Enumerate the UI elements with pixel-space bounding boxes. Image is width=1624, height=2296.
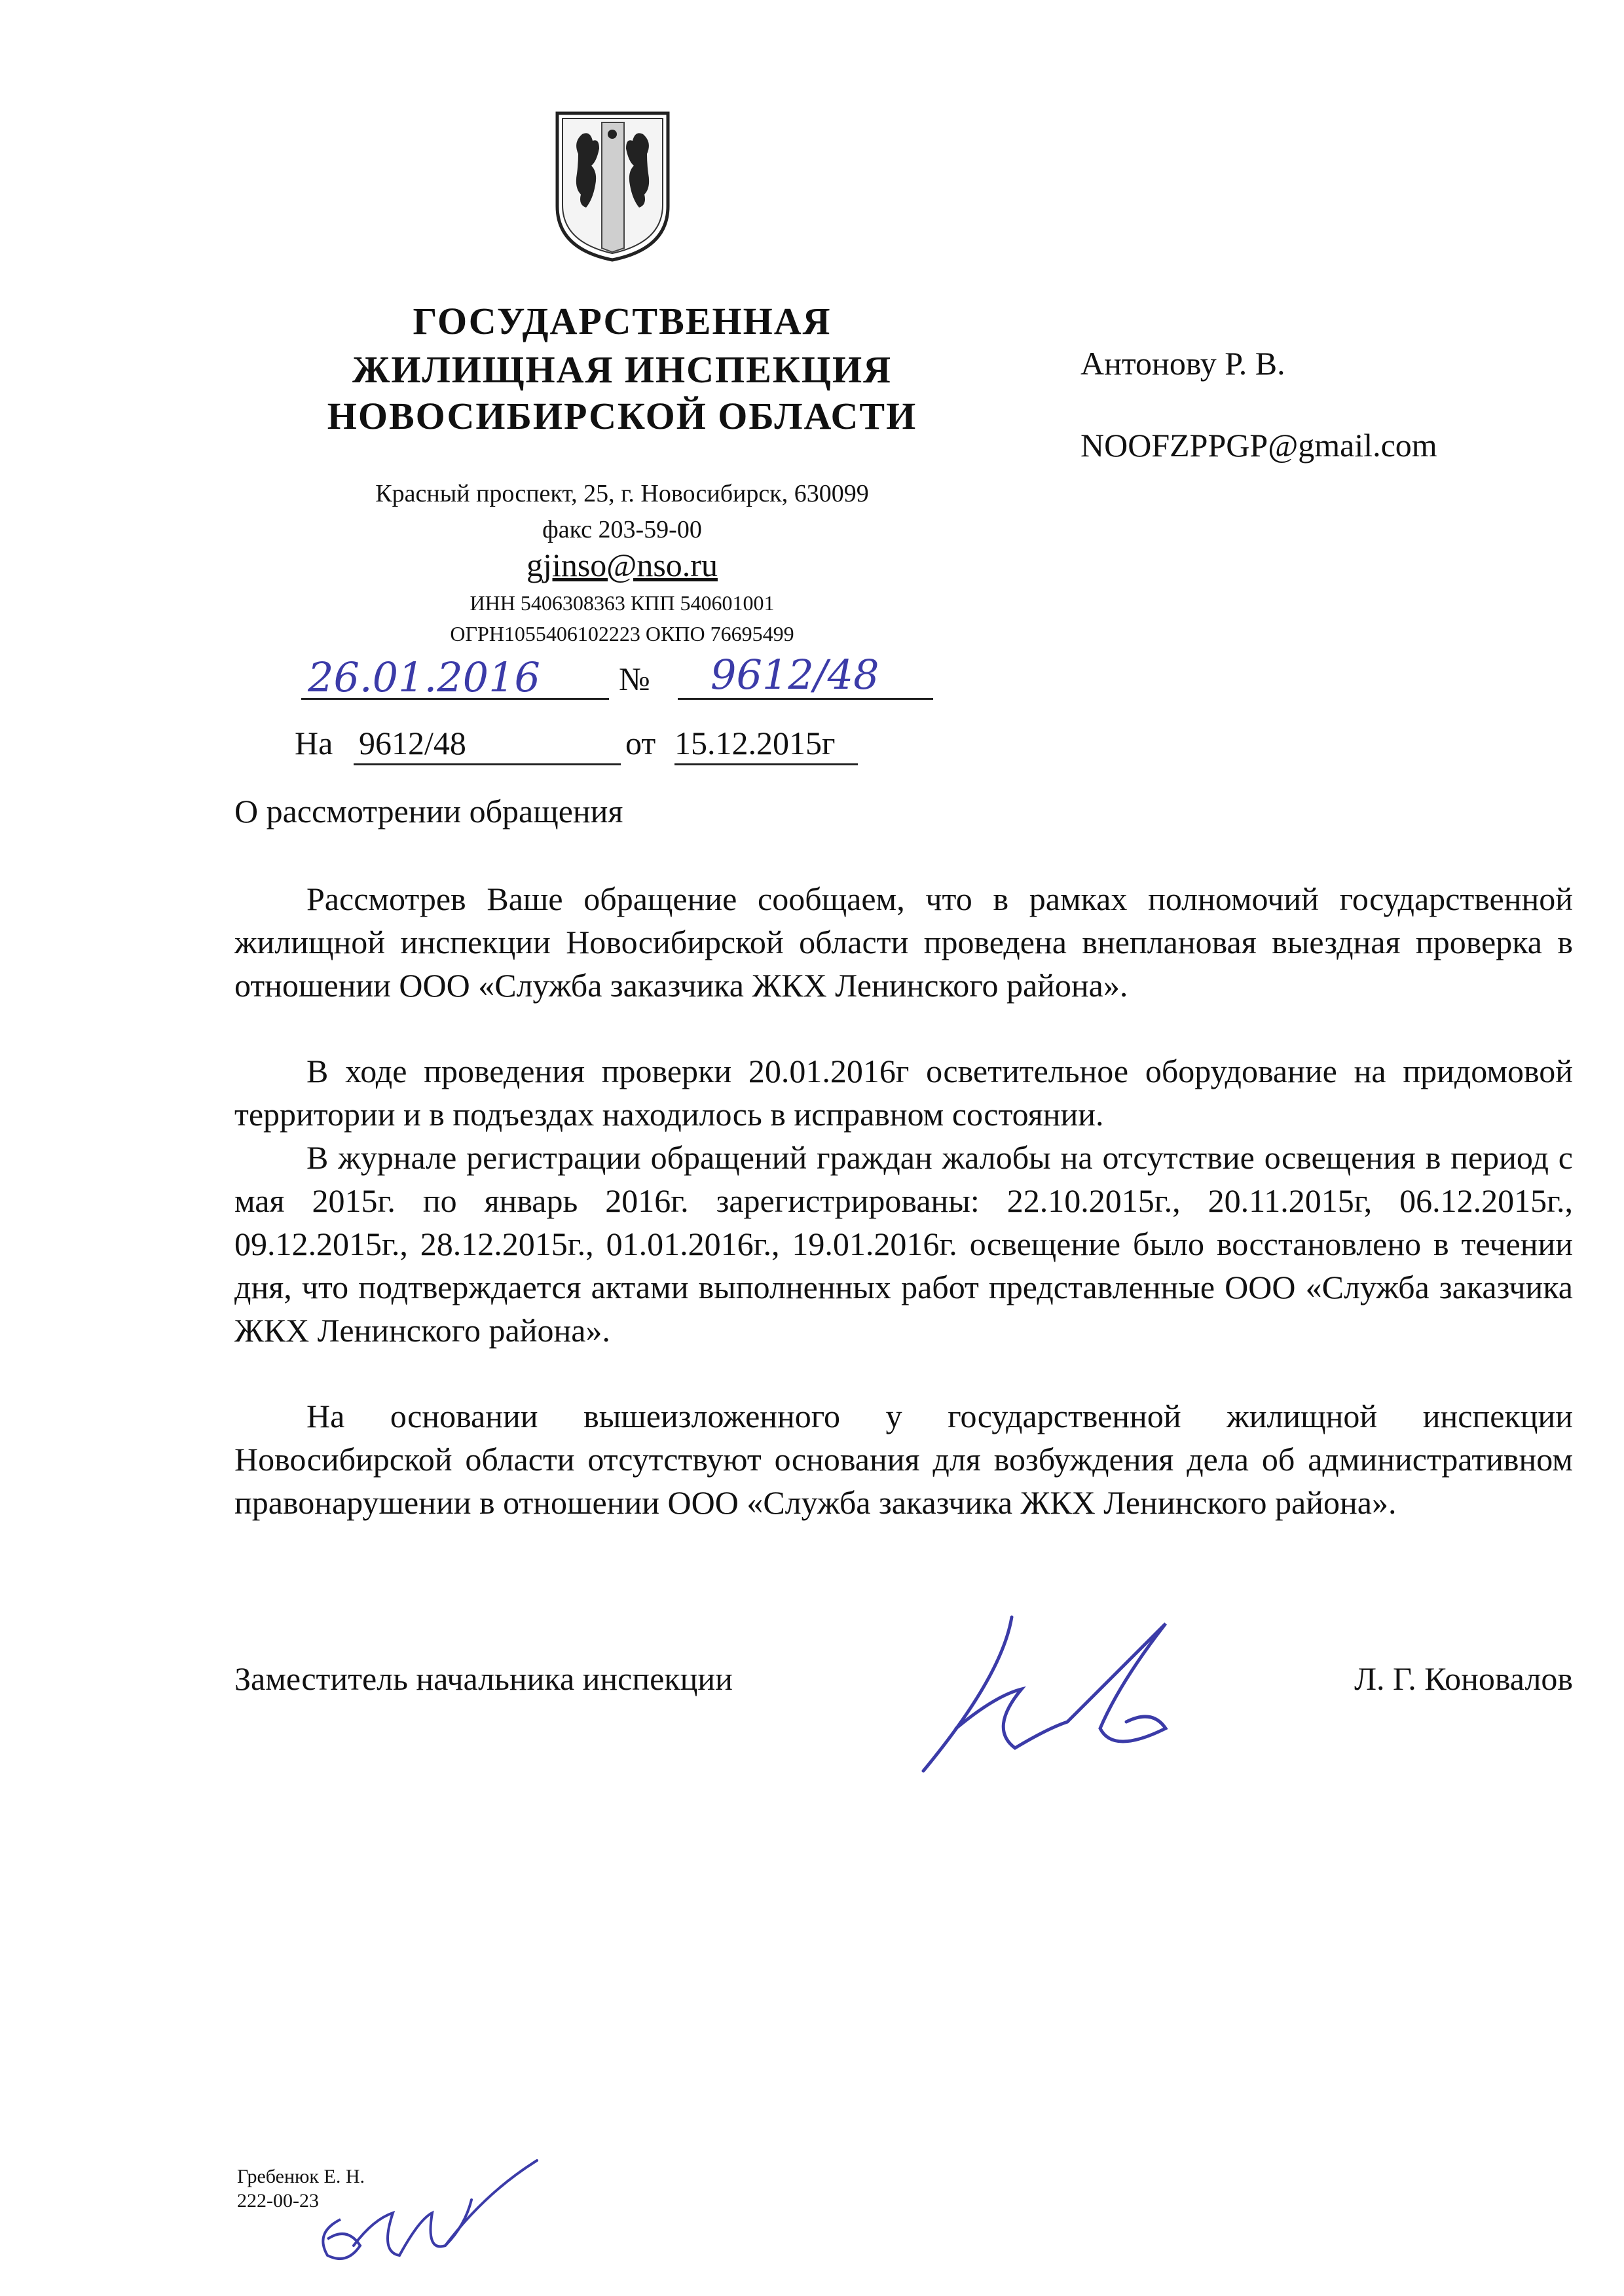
- reply-label: На: [295, 725, 333, 761]
- recipient-email: NOOFZPPGP@gmail.com: [1080, 427, 1437, 464]
- from-label: от: [625, 725, 656, 761]
- letter-subject: О рассмотрении обращения: [234, 793, 623, 829]
- from-date: 15.12.2015г: [674, 725, 836, 761]
- outgoing-number-field: [678, 651, 933, 700]
- executor-phone: 222-00-23: [237, 2190, 319, 2212]
- org-address: Красный проспект, 25, г. Новосибирск, 630099: [375, 480, 869, 507]
- number-label: №: [619, 661, 650, 697]
- org-name-line-3: НОВОСИБИРСКОЙ ОБЛАСТИ: [327, 395, 917, 437]
- body-paragraph-3: В журнале регистрации обращений граждан жалобы на отсутствие освещения в период с мая 2015г. по январь 2016г. зарегистрированы: 22.10.2015г., 20.11.2015г, 06.12.2015г., 09.12.2015г., 28.12.2015г., 01.01.2016г., 19.01.2016г. освещение было восстановлено в течении дня, что подтверждается актами выполненных работ представленные ООО «Служба заказчика ЖКХ Ленинского района».: [234, 1139, 1573, 1349]
- org-name-line-2: ЖИЛИЩНАЯ ИНСПЕКЦИЯ: [352, 348, 892, 391]
- body-paragraph-2: В ходе проведения проверки 20.01.2016г осветительное оборудование на придомовой территории и в подъездах находилось в исправном состоянии.: [234, 1053, 1573, 1133]
- org-fax: факс 203-59-00: [542, 516, 702, 543]
- body-paragraph-4: На основании вышеизложенного у государственной жилищной инспекции Новосибирской области отсутствуют основания для возбуждения дела об административном правонарушении в отношении ООО «Служба заказчика ЖКХ Ленинского района».: [234, 1398, 1573, 1521]
- outgoing-date-handwritten: 26.01.2016: [308, 653, 540, 701]
- from-date-field: [674, 725, 858, 765]
- executor-initials-signature: [301, 2141, 563, 2291]
- org-ogrn-okpo: ОГРН1055406102223 ОКПО 76695499: [450, 622, 794, 646]
- coat-of-arms-emblem: [552, 108, 673, 265]
- handwritten-signature: [904, 1597, 1270, 1794]
- org-email-link[interactable]: gjinso@nso.ru: [526, 547, 718, 583]
- org-inn-kpp: ИНН 5406308363 КПП 540601001: [470, 591, 775, 615]
- reply-number-field: [354, 725, 621, 765]
- signatory-name: Л. Г. Коновалов: [1354, 1660, 1573, 1697]
- org-email-row: [308, 549, 936, 581]
- body-paragraph-1: Рассмотрев Ваше обращение сообщаем, что в рамках полномочий государственной жилищной инспекции Новосибирской области проведена внеплановая выездная проверка в отношении ООО «Служба заказчика ЖКХ Ленинского района».: [234, 881, 1573, 1004]
- executor-name: Гребенюк Е. Н.: [237, 2166, 365, 2187]
- signatory-title: Заместитель начальника инспекции: [234, 1660, 733, 1697]
- reply-number: 9612/48: [359, 725, 466, 761]
- recipient-name: Антонову Р. В.: [1080, 345, 1285, 382]
- outgoing-number-handwritten: 9612/48: [710, 651, 879, 699]
- outgoing-date-field: [301, 653, 609, 701]
- org-name-line-1: ГОСУДАРСТВЕННАЯ: [413, 300, 832, 342]
